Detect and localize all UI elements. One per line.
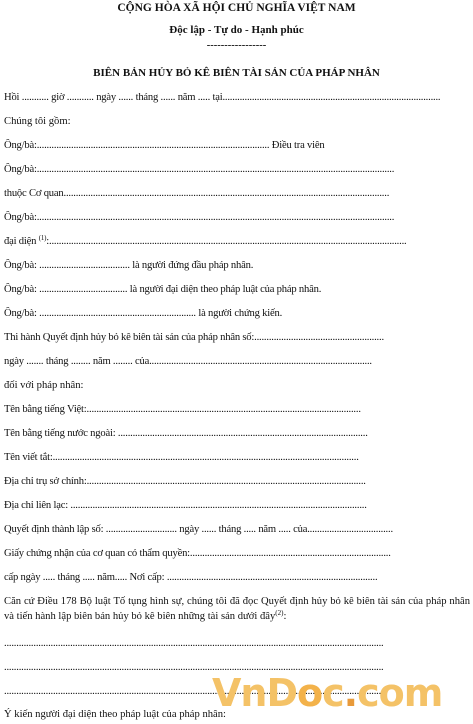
foreign-name-line: Tên bằng tiếng nước ngoài: ...................................................................................................... (4, 428, 368, 439)
legal-rep-opinion-line: Ý kiến người đại diện theo pháp luật của pháp nhân: (4, 709, 226, 720)
wm-v: V (212, 671, 241, 715)
separator: ----------------- (206, 40, 267, 51)
establishment-decision-line: Quyết định thành lập số: ............................. ngày ...... tháng ..... năm ..... của................................... (4, 524, 393, 535)
representative-label: đại diện (4, 236, 39, 247)
members-heading: Chúng tôi gồm: (4, 116, 71, 127)
short-name-line: Tên viết tắt:............................................................................................................................. (4, 452, 359, 463)
legal-representative-line: Ông/bà: .................................... là người đại diện theo pháp luật của pháp nhân. (4, 284, 322, 295)
head-office-line: Địa chỉ trụ sở chính:.................................................................................................................. (4, 476, 366, 487)
motto: Độc lập - Tự do - Hạnh phúc (169, 24, 304, 36)
legal-basis-colon: : (283, 611, 287, 622)
representative-dots: :.................................................................................................................................................. (46, 236, 407, 247)
head-of-entity-line: Ông/bà: ..................................... là người đứng đầu pháp nhân. (4, 260, 254, 271)
investigator-line: Ông/bà:............................................................................................... Điều tra viên (4, 140, 325, 151)
time-place-line: Hồi ........... giờ ........... ngày ...... tháng ...... năm ..... tại......................................................................................... (4, 92, 441, 103)
legal-basis-paragraph (4, 594, 470, 624)
asset-line-1: ........................................................................................................................................................... (4, 638, 384, 649)
entity-heading: đối với pháp nhân: (4, 380, 84, 391)
footnote-1: (1) (38, 235, 47, 242)
asset-line-3: ........................................................................................................................................................... (4, 686, 384, 697)
representative-line (4, 235, 469, 249)
wm-n: n (240, 671, 267, 715)
wm-dot: . (343, 671, 358, 715)
certificate-line: Giấy chứng nhận của cơ quan có thẩm quyền:.................................................................................. (4, 548, 391, 559)
issue-date-line: cấp ngày ..... tháng ..... năm..... Nơi cấp: ...................................................................................... (4, 572, 378, 583)
contact-address-line: Địa chỉ liên lạc: ......................................................................................................................... (4, 500, 367, 511)
person-line-1: Ông/bà:.................................................................................................................................................. (4, 164, 395, 175)
agency-line: thuộc Cơ quan..................................................................................................................................... (4, 188, 390, 199)
witness-line: Ông/bà: ................................................................ là người chứng kiến. (4, 308, 283, 319)
wm-c: c (322, 671, 344, 715)
decision-number-line: Thi hành Quyết định hủy bỏ kê biên tài sản của pháp nhân số:..................................................... (4, 332, 384, 343)
wm-d: D (266, 671, 298, 715)
person-line-2: Ông/bà:.................................................................................................................................................. (4, 212, 395, 223)
vietnamese-name-line: Tên bằng tiếng Việt:................................................................................................................ (4, 404, 361, 415)
decision-date-line: ngày ....... tháng ........ năm ........ của........................................................................................... (4, 356, 372, 367)
wm-com: com (357, 671, 443, 715)
legal-basis-text: Căn cứ Điều 178 Bộ luật Tố tụng hình sự, chúng tôi đã đọc Quyết định hủy bỏ kê biên tài sản của pháp nhân và tiến hành lập biên bản hủy bỏ kê biên những tài sản dưới đây (4, 596, 470, 622)
footnote-2: (2) (275, 609, 284, 617)
asset-line-2: ........................................................................................................................................................... (4, 662, 384, 673)
wm-o: o (297, 671, 323, 715)
country-name: CỘNG HÒA XÃ HỘI CHỦ NGHĨA VIỆT NAM (117, 2, 356, 14)
document-title: BIÊN BẢN HỦY BỎ KÊ BIÊN TÀI SẢN CỦA PHÁP NHÂN (93, 67, 380, 79)
